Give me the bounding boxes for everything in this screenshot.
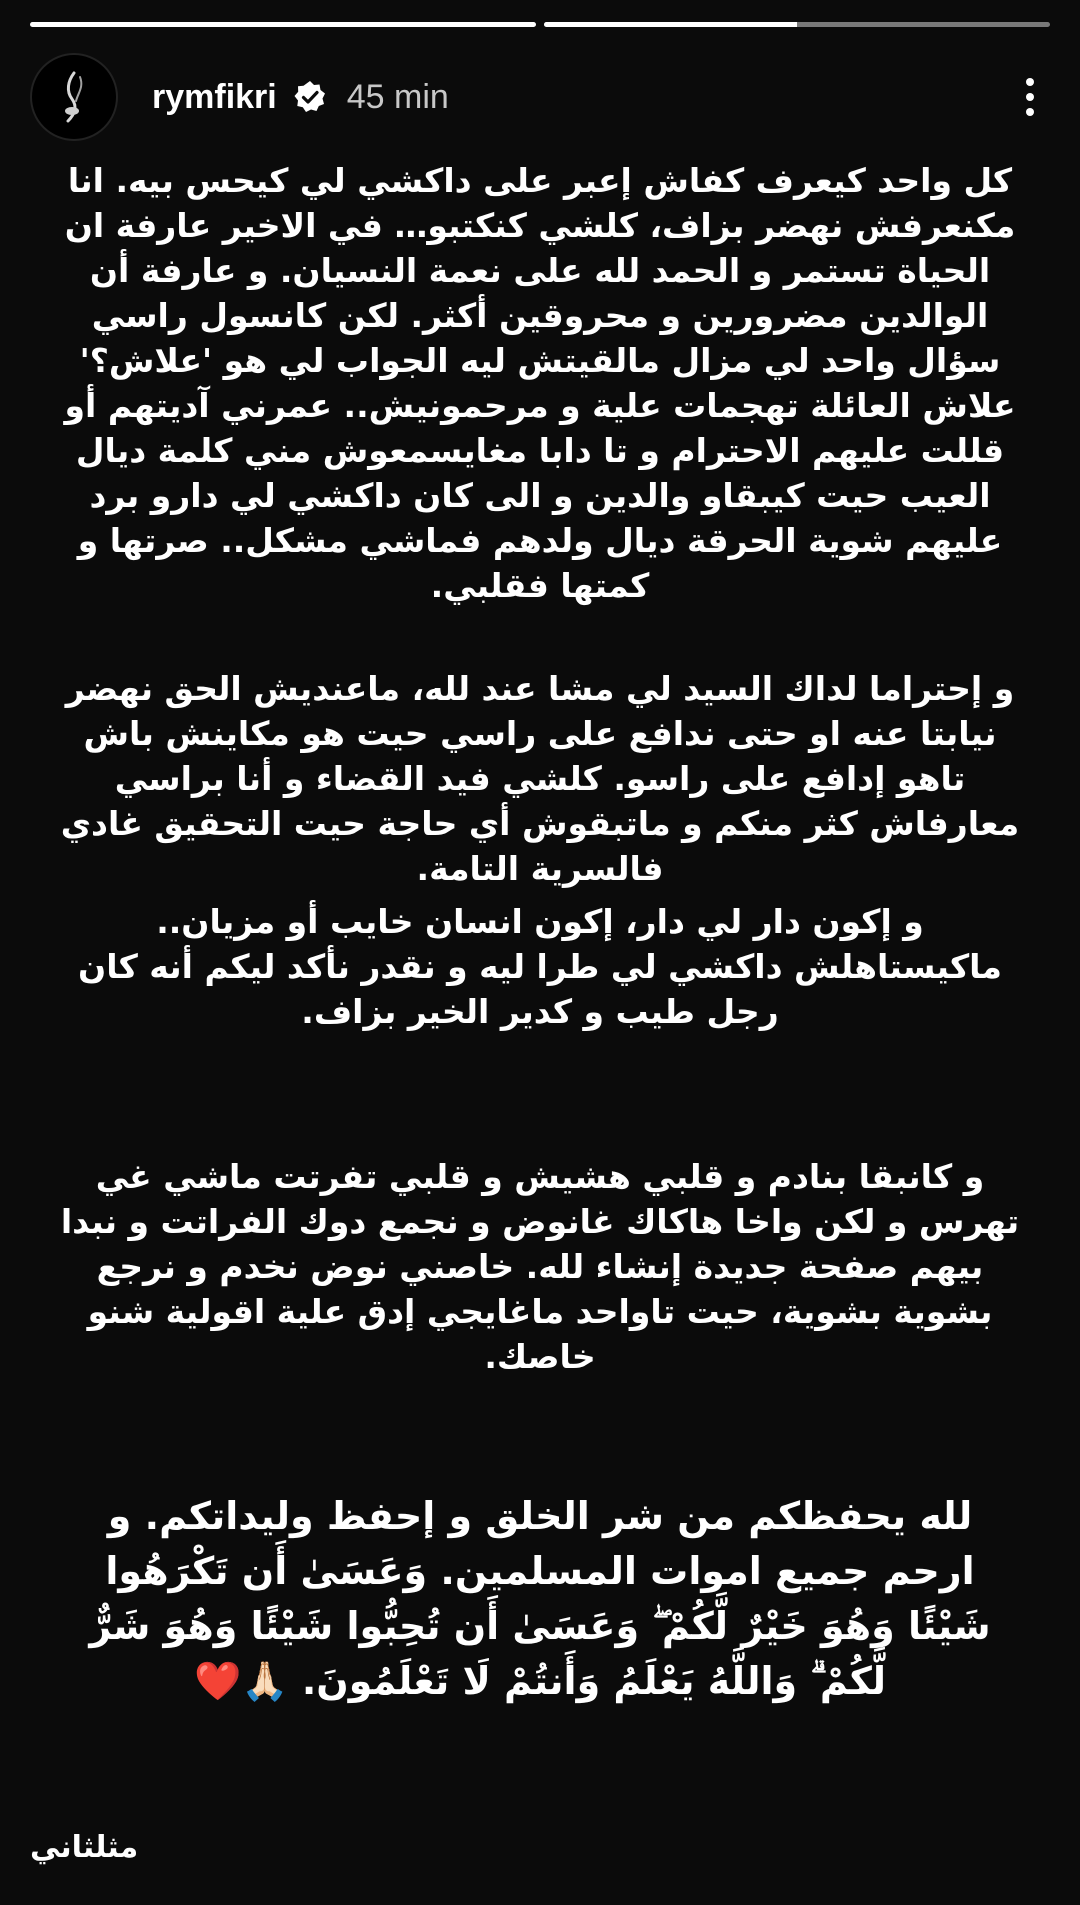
more-options-button[interactable] bbox=[1010, 67, 1050, 127]
story-timestamp: 45 min bbox=[346, 77, 449, 116]
story-paragraph: و كانبقا بنادم و قلبي هشيش و قلبي تفرتت ماشي غي تهرس و لكن واخا هاكاك غانوض و نجمع دوك الفراتت و نبدا بيهم صفحة جديدة إنشاء لله. خاصني نوض نخدم و نرجع بشوية بشوية، حيت تاواحد ماغايجي إدق علية اقولية شنو خاصك. bbox=[60, 1157, 1020, 1376]
more-vertical-icon bbox=[1026, 78, 1034, 86]
avatar-figure-icon bbox=[44, 67, 104, 127]
heart-icon: ❤️ bbox=[193, 1659, 242, 1703]
story-paragraph: كل واحد كيعرف كفاش إعبر على داكشي لي كيحس بيه. انا مكنعرفش نهضر بزاف، كلشي كنكتبو… في الاخير عارفة ان الحياة تستمر و الحمد لله على نعمة النسيان. و عارفة أن الوالدين مضرورين و محروقين أكثر. لكن كانسول راسي سؤال واحد لي مزال مالقيتش ليه الجواب لي هو 'علاش؟' علاش العائلة تهجمات علية و مرحمونيش.. عمرني آديتهم أو قللت عليهم الاحترام و تا دابا مغايسمعوش مني كلمة ديال العيب حيت كيبقاو والدين و الى كان داكشي لي دارو برد عليهم شوية الحرقة ديال ولدهم فماشي مشكل.. صرتها و كمتها فقلبي. bbox=[64, 161, 1016, 605]
more-vertical-icon bbox=[1026, 108, 1034, 116]
story-text bbox=[60, 150, 1020, 1709]
watermark-logo bbox=[22, 1815, 152, 1875]
prayer-text: لله يحفظكم من شر الخلق و إحفظ وليداتكم. و ارحم جميع اموات المسلمين. وَعَسَىٰ أَن تَكْرَهُوا شَيْئًا وَهُوَ خَيْرٌ لَّكُمْ ۖ وَعَسَىٰ أَن تُحِبُّوا شَيْئًا وَهُوَ شَرٌّ لَّكُمْ ۗ وَاللَّهُ يَعْلَمُ وَأَنتُمْ لَا تَعْلَمُونَ. bbox=[89, 1494, 991, 1703]
praying-hands-icon: 🙏🏻 bbox=[241, 1659, 289, 1703]
story-paragraph: و إكون دار لي دار، إكون انسان خايب أو مزيان.. ماكيستاهلش داكشي لي طرا ليه و نقدر نأكد ليكم أنه كان رجل طيب و كدير الخير بزاف. bbox=[78, 902, 1002, 1031]
story-paragraph: و إحتراما لداك السيد لي مشا عند لله، ماعنديش الحق نهضر نيابتا عنه او حتى ندافع على راسي حيت هو مكاينش باش تاهو إدافع على راسو. كلشي فيد القضاء و أنا براسي معارفاش كثر منكم و ماتبقوش أي حاجة حيت التحقيق غادي فالسرية التامة. bbox=[60, 669, 1020, 888]
avatar[interactable] bbox=[30, 53, 118, 141]
story-progress-fill bbox=[544, 22, 797, 27]
story-progress bbox=[30, 22, 1050, 27]
username[interactable]: rymfikri bbox=[152, 77, 277, 116]
story-progress-segment bbox=[30, 22, 536, 27]
story-paragraph bbox=[60, 1489, 1020, 1709]
story-progress-fill bbox=[30, 22, 536, 27]
story-progress-segment bbox=[544, 22, 1050, 27]
story-header bbox=[30, 52, 1050, 142]
verified-badge-icon bbox=[293, 80, 327, 114]
watermark-text: مثلثاني bbox=[30, 1830, 139, 1865]
more-vertical-icon bbox=[1026, 93, 1034, 101]
